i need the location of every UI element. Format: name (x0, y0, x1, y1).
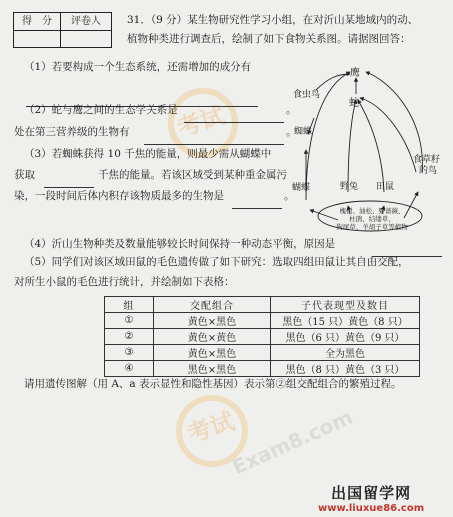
q2-period-1: 。 (286, 104, 297, 116)
q3-metal-answer[interactable] (232, 190, 282, 209)
q2-relation-answer[interactable] (184, 104, 284, 123)
table-row (105, 361, 420, 377)
food-web-spider: 蜘蛛 (294, 127, 313, 137)
grader-cell[interactable] (61, 31, 111, 47)
q5-text-line2: 对所生小鼠的毛色进行统计，并绘制如下表格： (14, 276, 235, 288)
food-web-butterfly: 蝴蝶 (292, 183, 311, 193)
q3-text-line3: 染，一段时间后体内积存该物质最多的生物是 (14, 190, 224, 202)
footer-brand: 出国留学网 (331, 484, 412, 502)
table-cell-offspring: 黑色（6 只）黄色（9 只） (271, 329, 420, 345)
table-cell-offspring: 黑色（8 只）黄色（3 只） (271, 361, 420, 377)
food-web-eagle: 鹰 (350, 68, 360, 79)
food-web-plants-line2: 杜鹃、结缕草、 (349, 215, 395, 223)
q3-text-line2: 千焦的能量。若该区域受到某种重金属污 (98, 169, 287, 181)
score-box-header-row (14, 13, 111, 31)
table-cell-offspring: 全为黑色 (271, 345, 420, 361)
score-box (13, 12, 112, 48)
q1-text: （1）若要构成一个生态系统，还需增加的成分有 (24, 61, 252, 73)
food-web-vole: 田鼠 (376, 182, 395, 192)
q4-text: （4）沂山生物种类及数量能够较长时间保持一种动态平衡，原因是 (24, 238, 336, 250)
watermark-url: Exam8.com (228, 404, 357, 480)
food-web-seed-bird-line2: 的鸟 (419, 166, 438, 176)
question-intro-line1: 31．（9 分）某生物研究性学习小组，在对沂山某地域内的动、 (127, 14, 419, 26)
q2-relation-text: （2）蛇与鹰之间的生态学关系是 (24, 104, 178, 116)
food-web-plants-line1: 槐树、油松、野蔷薇、 (339, 207, 405, 215)
table-row (105, 329, 420, 345)
q5-text-line1: （5）同学们对该区域田鼠的毛色遗传做了如下研究：选取四组田鼠让其自由交配， (24, 256, 409, 268)
score-box-input-row (14, 31, 111, 47)
table-header-cross: 交配组合 (154, 297, 271, 313)
food-web-hare: 野兔 (340, 182, 359, 192)
food-web-insectivorous-bird: 食虫鸟 (293, 90, 321, 100)
q2-level-answer[interactable] (144, 126, 284, 145)
table-cell-group: ④ (105, 361, 154, 377)
table-cell-group: ③ (105, 345, 154, 361)
food-web-seed-bird-line1: 食草籽 (413, 155, 441, 165)
table-cell-group: ② (105, 329, 154, 345)
q3-text-line1: （3）若蜘蛛获得 10 千焦的能量，则最少需从蝴蝶中 (24, 148, 272, 160)
table-cell-cross: 黄色×黄色 (154, 329, 271, 345)
food-web-seed-bird (413, 155, 440, 177)
q4-answer[interactable] (372, 238, 442, 257)
question-intro-line2: 植物种类进行调查后，绘制了如下食物关系图。请据图回答： (127, 33, 411, 45)
table-cell-cross: 黑色×黑色 (154, 361, 271, 377)
food-web-plants (320, 207, 424, 231)
food-web-plants-line3: 狗尾草、羊胡子草等植物 (336, 223, 408, 231)
q3-period: 。 (284, 190, 295, 202)
watermark-ring-bottom (176, 395, 248, 467)
arrow-insectbird-to-eagle (316, 74, 350, 90)
table-row (105, 313, 420, 329)
q5-instruction: 请用遗传图解（用 A、a 表示显性和隐性基因）表示第②组交配组合的繁殖过程。 (24, 378, 402, 390)
watermark-text-top: 考试 (173, 101, 228, 143)
footer-url[interactable]: www.liuxue86.com (318, 503, 425, 514)
table-header-row (105, 297, 420, 313)
q2-period-2: 。 (286, 126, 297, 138)
table-cell-cross: 黄色×黑色 (154, 345, 271, 361)
food-web-snake: 蛇 (349, 98, 359, 109)
grader-label: 评卷人 (71, 16, 101, 27)
table-cell-cross: 黄色×黑色 (154, 313, 271, 329)
q3-energy-answer[interactable] (44, 169, 94, 188)
score-cell[interactable] (14, 31, 61, 47)
table-header-offspring: 子代表现型及数目 (271, 297, 420, 313)
table-cell-offspring: 黑色（15 只）黄色（8 只） (271, 313, 420, 329)
table-row (105, 345, 420, 361)
site-footer (318, 482, 424, 514)
score-label: 得 分 (14, 13, 61, 30)
q3-text-get: 获取 (14, 169, 35, 181)
watermark-text-bottom: 考试 (183, 407, 238, 449)
table-header-group: 组 (105, 297, 154, 313)
cross-results-table (104, 296, 420, 377)
q2-level-text: 处在第三营养级的生物有 (14, 126, 130, 138)
table-cell-group: ① (105, 313, 154, 329)
